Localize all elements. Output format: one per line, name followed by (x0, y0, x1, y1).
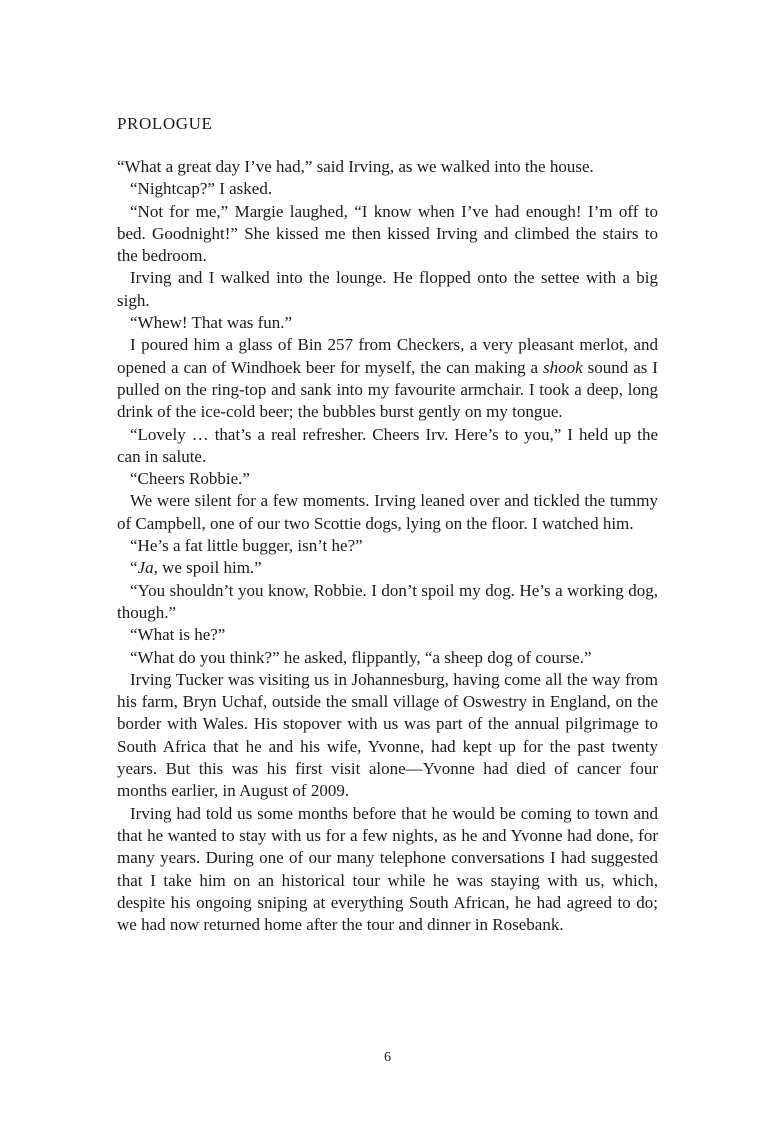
paragraph: “Not for me,” Margie laughed, “I know when I’ve had enough! I’m off to bed. Goodnight!” She kissed me then kissed Irving and climbed the stairs to the bedroom. (117, 201, 658, 266)
paragraph (117, 557, 658, 579)
paragraph-text: , we spoil him.” (153, 558, 262, 578)
paragraph-text: “ (130, 558, 138, 578)
paragraph-text: I poured him a glass of Bin 257 from Checkers, a very pleasant merlot, and opened a can of Windhoek beer for myself, the can making a (117, 335, 658, 377)
paragraph: “Lovely … that’s a real refresher. Cheers Irv. Here’s to you,” I held up the can in salute. (117, 424, 658, 466)
paragraph: Irving Tucker was visiting us in Johannesburg, having come all the way from his farm, Bryn Uchaf, outside the small village of Oswestry in England, on the border with Wales. His stopover with us was part of the annual pilgrimage to South Africa that he and his wife, Yvonne, had kept up for the past twenty years. But this was his first visit alone—Yvonne had died of cancer four months earlier, in August of 2009. (117, 669, 658, 801)
page-number: 6 (384, 1050, 391, 1065)
paragraph (117, 334, 658, 423)
paragraph: “What a great day I’ve had,” said Irving, as we walked into the house. (117, 157, 594, 176)
paragraph: “He’s a fat little bugger, isn’t he?” (130, 536, 363, 556)
paragraph: “What is he?” (130, 625, 226, 645)
paragraph: “What do you think?” he asked, flippantly, “a sheep dog of course.” (130, 647, 592, 667)
paragraph-text: sound as I pulled on the ring-top and sank into my favourite armchair. I took a deep, long drink of the ice-cold beer; the bubbles burst gently on my tongue. (117, 357, 658, 422)
paragraph: “Cheers Robbie.” (130, 469, 250, 489)
paragraph: Irving and I walked into the lounge. He flopped onto the settee with a big sigh. (117, 268, 658, 310)
paragraph: We were silent for a few moments. Irving leaned over and tickled the tummy of Campbell, one of our two Scottie dogs, lying on the floor. I watched him. (117, 491, 658, 533)
italic-word: Ja (137, 558, 154, 578)
paragraph: “Whew! That was fun.” (130, 313, 293, 333)
paragraph: “Nightcap?” I asked. (130, 179, 273, 199)
body-text (117, 156, 658, 936)
paragraph: Irving had told us some months before that he would be coming to town and that he wanted to stay with us for a few nights, as he and Yvonne had done, for many years. During one of our many telephone conversations I had suggested that I take him on an historical tour while he was staying with us, which, despite his ongoing sniping at everything South African, he had agreed to do; we had now returned home after the tour and dinner in Rosebank. (117, 803, 658, 935)
chapter-heading: PROLOGUE (117, 114, 213, 133)
italic-word: shook (543, 357, 583, 377)
paragraph: “You shouldn’t you know, Robbie. I don’t spoil my dog. He’s a working dog, though.” (117, 580, 658, 622)
